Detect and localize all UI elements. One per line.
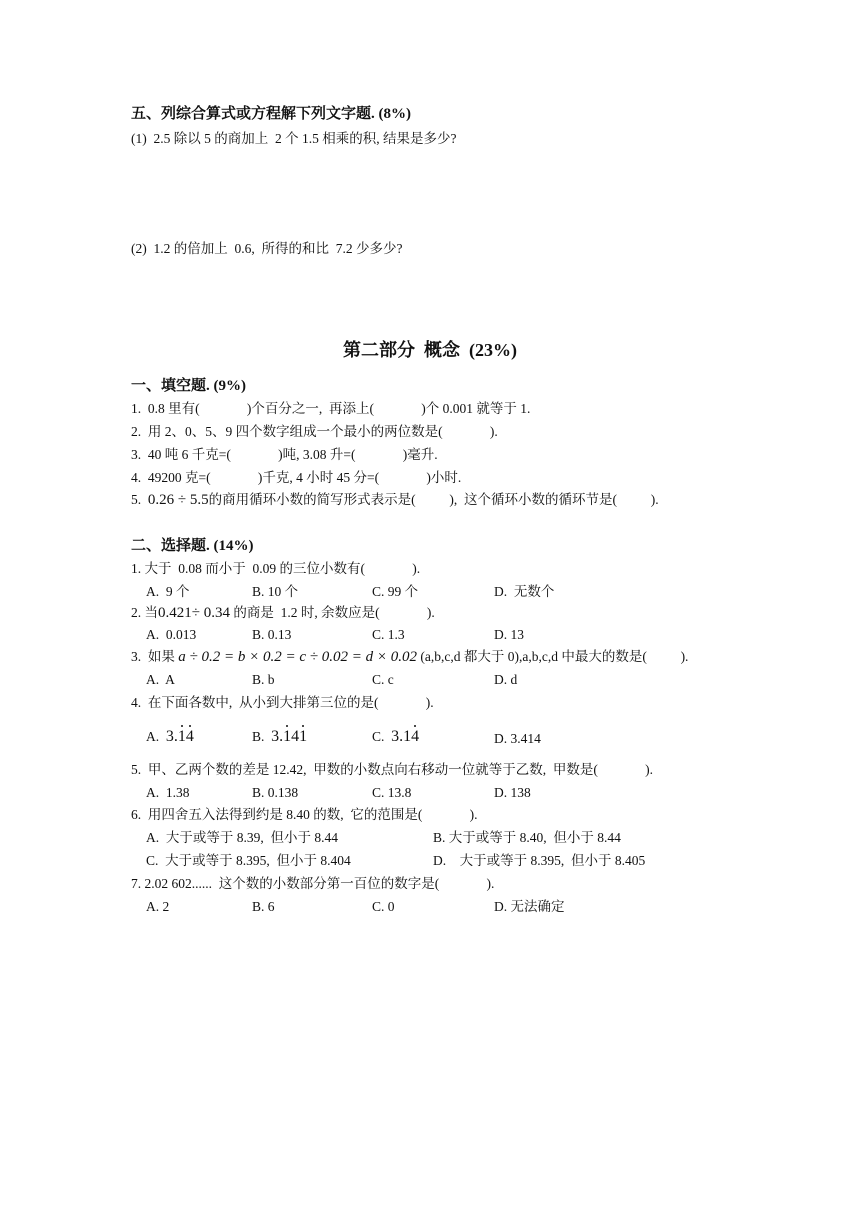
- choice-q2-expression: 0.421÷ 0.34: [158, 605, 230, 621]
- choice-q7-stem: 7. 2.02 602...... 这个数的小数部分第一百位的数字是( ).: [131, 876, 495, 891]
- choice-q2-option-d: D. 13: [494, 627, 524, 642]
- repeat-dot-mark: 4: [185, 728, 194, 745]
- fill-question-5: [131, 491, 659, 509]
- choice-q4-number-c: 3.14: [391, 728, 420, 745]
- choice-q6-option-b: B. 大于或等于 8.40, 但小于 8.44: [433, 830, 621, 845]
- choice-q4-option-b: [252, 728, 307, 746]
- choice-q5-option-b: B. 0.138: [252, 785, 299, 800]
- choice-q3-prefix: 3. 如果: [131, 649, 179, 664]
- choice-q3-option-d: D. d: [494, 672, 518, 687]
- choice-q7-option-c: C. 0: [372, 899, 395, 914]
- choice-q3-stem: [131, 648, 688, 666]
- repeat-dot-mark: 1: [177, 728, 186, 745]
- choice-q4-label-a: A.: [146, 729, 160, 744]
- choice-q2-stem: [131, 604, 435, 622]
- choice-q1-option-b: B. 10 个: [252, 584, 299, 599]
- section5-heading: 五、列综合算式或方程解下列文字题. (8%): [131, 106, 411, 122]
- choice-q4-label-c: C.: [372, 729, 385, 744]
- choice-q5-option-d: D. 138: [494, 785, 531, 800]
- choice-q6-stem: 6. 用四舍五入法得到约是 8.40 的数, 它的范围是( ).: [131, 807, 478, 822]
- choice-q6-option-d: D. 大于或等于 8.395, 但小于 8.405: [433, 853, 646, 868]
- choice-q4-label-b: B.: [252, 729, 265, 744]
- fill-question-1: 1. 0.8 里有( )个百分之一, 再添上( )个 0.001 就等于 1.: [131, 401, 531, 416]
- choice-q1-stem: 1. 大于 0.08 而小于 0.09 的三位小数有( ).: [131, 561, 421, 576]
- choice-q4-option-a: [146, 728, 194, 746]
- choice-q3-option-b: B. b: [252, 672, 275, 687]
- part2-title: 第二部分 概念 (23%): [343, 340, 517, 360]
- choice-q7-option-d: D. 无法确定: [494, 899, 565, 914]
- choice-q4-number-a: 3.14: [165, 728, 194, 745]
- fill-heading: 一、填空题. (9%): [131, 378, 246, 394]
- choice-q6-option-c: C. 大于或等于 8.395, 但小于 8.404: [146, 853, 351, 868]
- choice-q2-prefix: 2. 当: [131, 605, 158, 620]
- repeat-dot-mark: 1: [299, 728, 308, 745]
- choice-q4-option-c: [372, 728, 419, 746]
- fill-question-2: 2. 用 2、0、5、9 四个数字组成一个最小的两位数是( ).: [131, 424, 498, 439]
- fill-q5-suffix: 的商用循环小数的简写形式表示是( ), 这个循环小数的循环节是( ).: [208, 492, 659, 507]
- choice-q6-option-a: A. 大于或等于 8.39, 但小于 8.44: [146, 830, 338, 845]
- choice-q7-option-b: B. 6: [252, 899, 275, 914]
- choice-q2-suffix: 的商是 1.2 时, 余数应是( ).: [229, 605, 435, 620]
- choice-q3-option-c: C. c: [372, 672, 394, 687]
- choice-q5-option-a: A. 1.38: [146, 785, 190, 800]
- choice-q4-stem: 4. 在下面各数中, 从小到大排第三位的是( ).: [131, 695, 434, 710]
- choice-q3-suffix: (a,b,c,d 都大于 0),a,b,c,d 中最大的数是( ).: [416, 649, 689, 664]
- choice-q7-option-a: A. 2: [146, 899, 170, 914]
- fill-question-3: 3. 40 吨 6 千克=( )吨, 3.08 升=( )毫升.: [131, 447, 438, 462]
- choice-q3-expression: a ÷ 0.2 = b × 0.2 = c ÷ 0.02 = d × 0.02: [178, 649, 417, 665]
- choice-q4-number-b: 3.141: [271, 728, 308, 745]
- choice-q2-option-b: B. 0.13: [252, 627, 292, 642]
- repeat-dot-mark: 1: [283, 728, 292, 745]
- repeat-dot-mark: 4: [411, 728, 420, 745]
- section5-question-2: (2) 1.2 的倍加上 0.6, 所得的和比 7.2 少多少?: [131, 241, 403, 256]
- choice-q1-option-c: C. 99 个: [372, 584, 419, 599]
- choice-q3-option-a: A. A: [146, 672, 175, 687]
- choice-q2-option-c: C. 1.3: [372, 627, 405, 642]
- choice-q2-option-a: A. 0.013: [146, 627, 197, 642]
- choice-q1-option-d: D. 无数个: [494, 584, 555, 599]
- choice-q1-option-a: A. 9 个: [146, 584, 190, 599]
- section5-question-1: (1) 2.5 除以 5 的商加上 2 个 1.5 相乘的积, 结果是多少?: [131, 131, 457, 146]
- choice-q5-stem: 5. 甲、乙两个数的差是 12.42, 甲数的小数点向右移动一位就等于乙数, 甲数是( ).: [131, 762, 653, 777]
- choice-heading: 二、选择题. (14%): [131, 538, 254, 554]
- fill-question-4: 4. 49200 克=( )千克, 4 小时 45 分=( )小时.: [131, 470, 462, 485]
- choice-q5-option-c: C. 13.8: [372, 785, 412, 800]
- choice-q4-option-d: D. 3.414: [494, 731, 541, 746]
- fill-q5-expression: 0.26 ÷ 5.5: [147, 492, 209, 508]
- fill-q5-prefix: 5.: [131, 492, 148, 507]
